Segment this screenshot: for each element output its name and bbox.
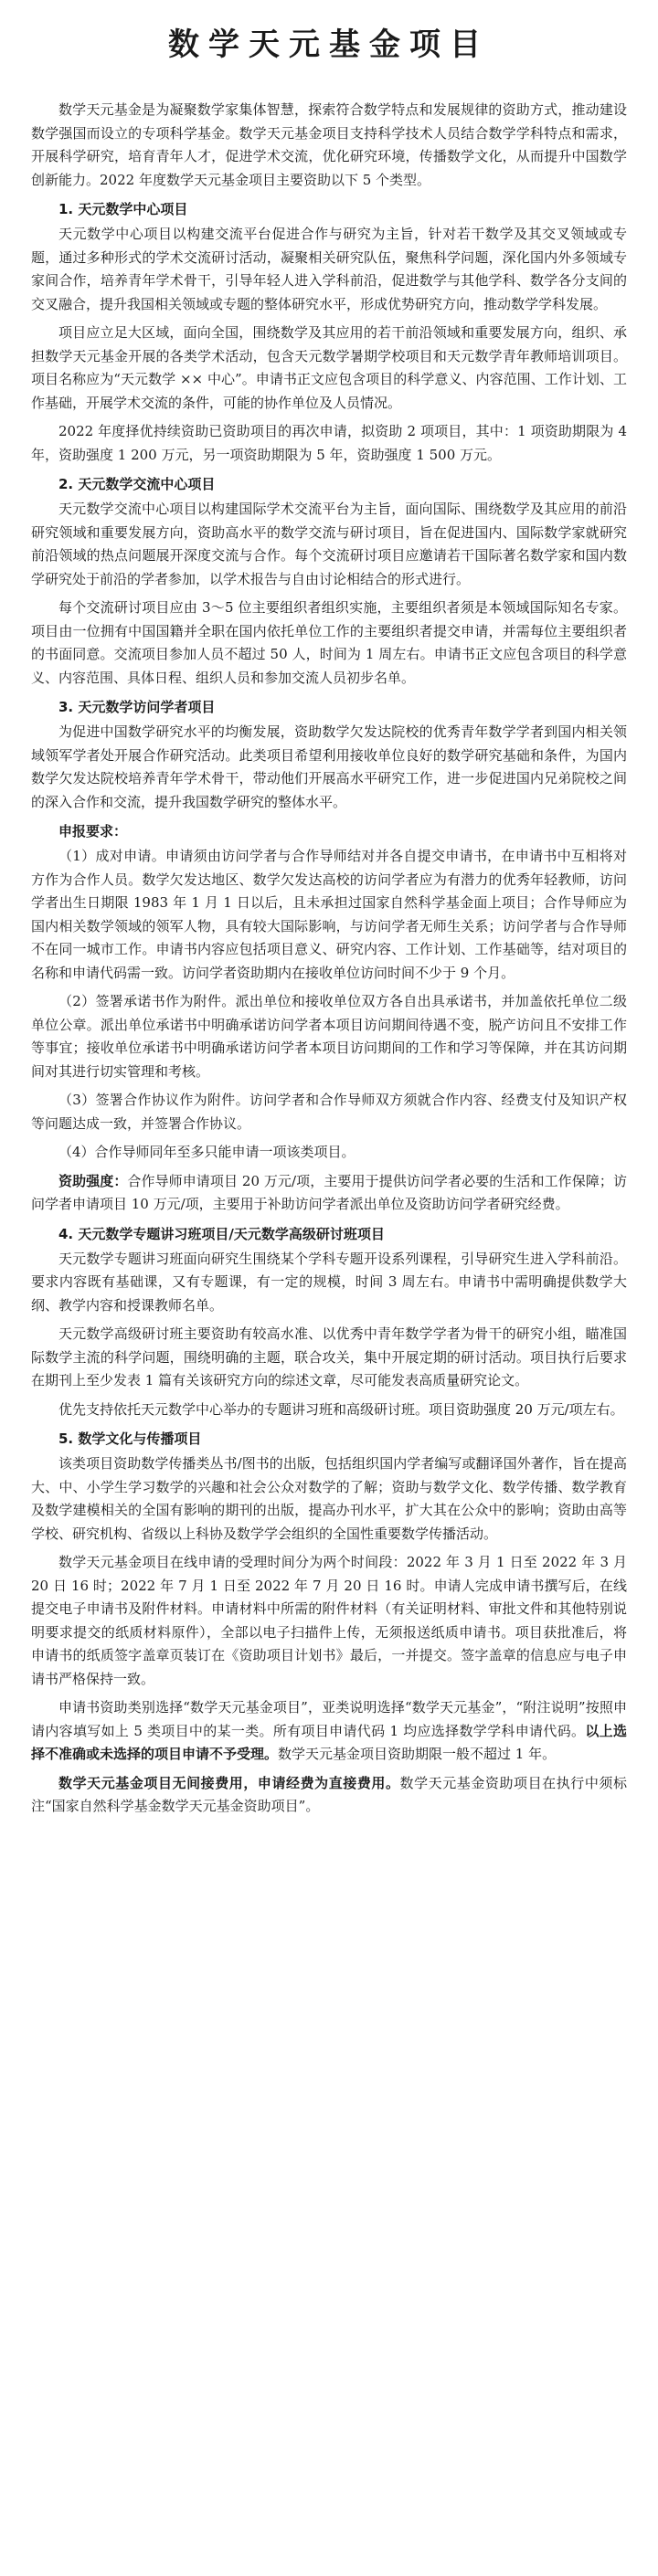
section-5-paragraph: 该类项目资助数学传播类丛书/图书的出版，包括组织国内学者编写或翻译国外著作，旨在提高大、中、小学生学习数学的兴趣和社会公众对数学的了解；资助与数学文化、数学传播、数学教育及数学建模相关的全国有影响的期刊的出版，提高办刊水平，扩大其在公众中的影响；资助由高等学校、研究机构、省级以上科协及数学学会组织的全国性重要数学传播活动。 bbox=[31, 1455, 627, 1542]
intro-paragraph: 数学天元基金是为凝聚数学家集体智慧，探索符合数学特点和发展规律的资助方式，推动建设数学强国而设立的专项科学基金。数学天元基金项目支持科学技术人员结合数学学科特点和需求，开展科学研究，培育青年人才，促进学术交流，优化研究环境，传播数学文化，从而提升中国数学创新能力。2022 年度数学天元基金项目主要资助以下 5 个类型。 bbox=[31, 101, 627, 188]
closing-bold-text: 以上选择不准确或未选择的项目申请不予受理。 bbox=[31, 1722, 627, 1762]
section-4-heading: 4. 天元数学专题讲习班项目/天元数学高级研讨班项目 bbox=[58, 1225, 385, 1242]
section-4-paragraph: 天元数学专题讲习班面向研究生围绕某个学科专题开设系列课程，引导研究生进入学科前沿。要求内容既有基础课，又有专题课，有一定的规模，时间 3 周左右。申请书中需明确提供数学大纲、教学内容和授课教师名单。 bbox=[31, 1250, 627, 1314]
section-1 bbox=[31, 197, 627, 467]
section-1-paragraph: 项目应立足大区域，面向全国，围绕数学及其应用的若干前沿领域和重要发展方向，组织、承担数学天元基金开展的各类学术活动，包含天元数学暑期学校项目和天元数学青年教师培训项目。项目名称应为“天元数学 ×× 中心”。申请书正文应包含项目的科学意义、内容范围、工作计划、工作基础，开展学术交流的条件，可能的协作单位及人员情况。 bbox=[31, 324, 627, 411]
section-1-paragraph: 天元数学中心项目以构建交流平台促进合作与研究为主旨，针对若干数学及其交叉领域或专题，通过多种形式的学术交流研讨活动，凝聚相关研究队伍，聚焦科学问题，深化国内外多领域专家间合作，培养青年学术骨干，引导年轻人进入学科前沿，促进数学与其他学科、数学各分支间的交叉融合，提升我国相关领域或专题的整体研究水平，形成优势研究方向，推动数学学科发展。 bbox=[31, 226, 627, 312]
section-3-heading: 3. 天元数学访问学者项目 bbox=[58, 699, 216, 715]
section-5 bbox=[31, 1427, 627, 1546]
section-2-heading: 2. 天元数学交流中心项目 bbox=[58, 476, 216, 492]
closing-text: 数学天元基金项目资助期限一般不超过 1 年。 bbox=[278, 1746, 557, 1762]
funding-label: 资助强度： bbox=[58, 1172, 128, 1189]
section-1-paragraph: 2022 年度择优持续资助已资助项目的再次申请，拟资助 2 项项目，其中：1 项资助期限为 4 年，资助强度 1 200 万元，另一项资助期限为 5 年，资助强度 1 500 万元。 bbox=[31, 423, 627, 463]
section-4-paragraph: 优先支持依托天元数学中心举办的专题讲习班和高级研讨班。项目资助强度 20 万元/项左右。 bbox=[58, 1400, 624, 1418]
funding-text: 合作导师申请项目 20 万元/项，主要用于提供访问学者必要的生活和工作保障；访问学者申请项目 10 万元/项，主要用于补助访问学者派出单位及资助访问学者研究经费。 bbox=[31, 1172, 627, 1212]
section-3-paragraph: 为促进中国数学研究水平的均衡发展，资助数学欠发达院校的优秀青年数学学者到国内相关领域领军学者处开展合作研究活动。此类项目希望利用接收单位良好的数学研究基础和条件，为国内数学欠发达院校培养青年学术骨干，带动他们开展高水平研究工作，进一步促进国内兄弟院校之间的深入合作和交流，提升我国数学研究的整体水平。 bbox=[31, 723, 627, 810]
closing-bold-text: 数学天元基金项目无间接费用，申请经费为直接费用。 bbox=[58, 1774, 400, 1791]
section-2-paragraph: 天元数学交流中心项目以构建国际学术交流平台为主旨，面向国际、围绕数学及其应用的前沿研究领域和重要发展方向，资助高水平的数学交流与研讨项目，旨在促进国内、国际数学家就研究前沿领域的热点问题展开深度交流与合作。每个交流研讨项目应邀请若干国际著名数学家和国内数学研究处于前沿的学者参加，以学术报告与自由讨论相结合的形式进行。 bbox=[31, 501, 627, 587]
section-2 bbox=[31, 472, 627, 690]
section-1-heading: 1. 天元数学中心项目 bbox=[58, 201, 188, 217]
requirement-item: （4）合作导师同年至多只能申请一项该类项目。 bbox=[58, 1144, 356, 1160]
closing-text: 申请书资助类别选择“数学天元基金项目”，亚类说明选择“数学天元基金”，“附注说明”按照申请内容填写如上 5 类项目中的某一类。所有项目申请代码 1 均应选择数学学科申请代码。 bbox=[31, 1699, 627, 1739]
section-2-paragraph: 每个交流研讨项目应由 3～5 位主要组织者组织实施，主要组织者须是本领域国际知名专家。项目由一位拥有中国国籍并全职在国内依托单位工作的主要组织者提交申请，并需每位主要组织者的书面同意。交流项目参加人员不超过 50 人，时间为 1 周左右。申请书正文应包含项目的科学意义、内容范围、具体日程、组织人员和参加交流人员初步名单。 bbox=[31, 599, 627, 686]
section-5-heading: 5. 数学文化与传播项目 bbox=[58, 1431, 202, 1447]
requirement-item: （3）签署合作协议作为附件。访问学者和合作导师双方须就合作内容、经费支付及知识产权等问题达成一致，并签署合作协议。 bbox=[31, 1092, 627, 1132]
requirements-heading: 申报要求： bbox=[58, 823, 128, 839]
page-title: 数学天元基金项目 bbox=[168, 26, 490, 63]
requirement-item: （2）签署承诺书作为附件。派出单位和接收单位双方各自出具承诺书，并加盖依托单位二级单位公章。派出单位承诺书中明确承诺访问学者本项目访问期间待遇不变，脱产访问且不安排工作等事宜；接收单位承诺书中明确承诺访问学者本项目访问期间的工作和学习等保障，并在其访问期间对其进行切实管理和考核。 bbox=[31, 993, 627, 1080]
closing-notes bbox=[31, 1551, 627, 1819]
closing-paragraph bbox=[31, 1696, 627, 1767]
funding-paragraph bbox=[31, 1170, 627, 1217]
requirement-item: （1）成对申请。申请须由访问学者与合作导师结对并各自提交申请书，在申请书中互相将对方作为合作人员。数学欠发达地区、数学欠发达高校的访问学者应为有潜力的优秀年轻教师，访问学者出生日期限 1983 年 1 月 1 日以后，且未承担过国家自然科学基金面上项目；合作导师应为国内相关数学领域的领军人物，具有较大国际影响，与访问学者无师生关系；访问学者与合作导师不在同一城市工作。申请书内容应包括项目意义、研究内容、工作计划、工作基础等，结对项目的名称和申请代码需一致。访问学者资助期内在接收单位访问时间不少于 9 个月。 bbox=[31, 848, 627, 981]
closing-text: 数学天元基金资助项目在执行中须标注“国家自然科学基金数学天元基金资助项目”。 bbox=[31, 1774, 627, 1814]
section-3 bbox=[31, 695, 627, 1217]
section-4 bbox=[31, 1222, 627, 1422]
section-4-paragraph: 天元数学高级研讨班主要资助有较高水准、以优秀中青年数学学者为骨干的研究小组，瞄准国际数学主流的科学问题，围绕明确的主题，联合攻关，集中开展定期的研讨活动。项目执行后要求在期刊上至少发表 1 篇有关该研究方向的综述文章，尽可能发表高质量研究论文。 bbox=[31, 1325, 627, 1388]
closing-paragraph bbox=[31, 1772, 627, 1819]
closing-paragraph: 数学天元基金项目在线申请的受理时间分为两个时间段：2022 年 3 月 1 日至 2022 年 3 月 20 日 16 时；2022 年 7 月 1 日至 2022 年 7 月 20 日 16 时。申请人完成申请书撰写后，在线提交电子申请书及附件材料。申请材料中所需的附件材料（有关证明材料、审批文件和其他特别说明要求提交的纸质材料原件），全部以电子扫描件上传，无须报送纸质申请书。项目获批准后，将申请书的纸质签字盖章页装订在《资助项目计划书》最后，一并提交。签字盖章的信息应与电子申请书严格保持一致。 bbox=[31, 1554, 627, 1687]
